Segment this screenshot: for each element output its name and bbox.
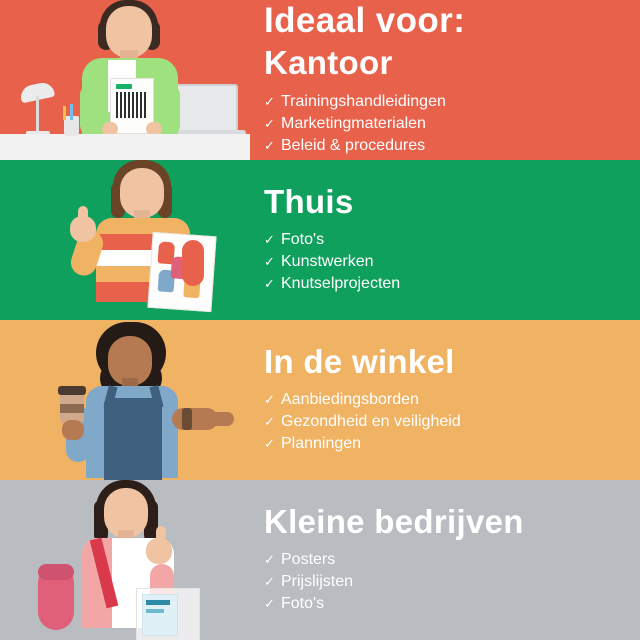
- list-item: [264, 571, 622, 593]
- band-shop-content: [250, 320, 640, 480]
- check-icon: ✓: [264, 137, 275, 153]
- list-item-label: Planningen: [281, 435, 362, 453]
- band-small-business: [0, 480, 640, 640]
- band-small-business-list: [264, 549, 622, 615]
- band-shop-list: [264, 389, 622, 455]
- small-business-illustration: [0, 480, 250, 640]
- page-title: Ideaal voor:: [264, 1, 466, 41]
- list-item: [264, 411, 622, 433]
- check-icon: ✓: [264, 596, 275, 612]
- check-icon: ✓: [264, 414, 275, 430]
- list-item: [264, 113, 622, 135]
- band-home: [0, 160, 640, 320]
- band-shop-image: [0, 320, 250, 480]
- office-illustration: [0, 0, 250, 160]
- list-item-label: Posters: [281, 551, 336, 569]
- band-home-list: [264, 229, 622, 295]
- arm-left-shape: [80, 84, 102, 136]
- check-icon: ✓: [264, 552, 275, 568]
- check-icon: ✓: [264, 392, 275, 408]
- pointing-hand-icon: [208, 412, 234, 426]
- list-item-label: Beleid & procedures: [281, 136, 426, 154]
- list-item-label: Foto's: [281, 231, 325, 249]
- list-item-label: Trainingshandleidingen: [281, 92, 446, 110]
- pen-icon: [70, 104, 73, 120]
- band-office-content: [250, 0, 640, 160]
- list-item-label: Gezondheid en veiligheid: [281, 413, 461, 431]
- band-shop: [0, 320, 640, 480]
- band-shop-title: In de winkel: [264, 342, 455, 380]
- check-icon: ✓: [264, 574, 275, 590]
- band-home-title: Thuis: [264, 182, 354, 220]
- list-item: [264, 273, 622, 295]
- band-home-content: [250, 160, 640, 320]
- list-item-label: Foto's: [281, 595, 325, 613]
- list-item: [264, 549, 622, 571]
- band-office-list: [264, 91, 622, 157]
- desk-surface: [0, 134, 250, 160]
- coffee-cup-sleeve: [60, 404, 84, 413]
- check-icon: ✓: [264, 254, 275, 270]
- check-icon: ✓: [264, 115, 275, 131]
- list-item-label: Kunstwerken: [281, 253, 374, 271]
- band-office: [0, 0, 640, 160]
- list-item: [264, 593, 622, 615]
- list-item: [264, 229, 622, 251]
- list-item: [264, 433, 622, 455]
- home-illustration: [0, 160, 250, 320]
- yoga-mat-top: [38, 564, 74, 580]
- band-small-business-content: [250, 480, 640, 640]
- check-icon: ✓: [264, 93, 275, 109]
- poster-text-line-2: [146, 609, 164, 613]
- desk-lamp-pole: [36, 96, 39, 132]
- apron-shape: [104, 398, 162, 480]
- page-logo-mark: [116, 84, 132, 89]
- check-icon: ✓: [264, 276, 275, 292]
- pencil-icon: [63, 106, 66, 120]
- wristwatch-icon: [182, 408, 192, 430]
- shop-illustration: [0, 320, 250, 480]
- band-home-image: [0, 160, 250, 320]
- thumb-icon: [156, 526, 166, 542]
- hand-holding-cup: [62, 420, 84, 440]
- list-item: [264, 251, 622, 273]
- list-item-label: Knutselprojecten: [281, 275, 401, 293]
- arm-right-shape: [182, 240, 204, 286]
- check-icon: ✓: [264, 232, 275, 248]
- band-small-business-image: [0, 480, 250, 640]
- barcode-icon: [116, 92, 146, 118]
- check-icon: ✓: [264, 436, 275, 452]
- list-item-label: Aanbiedingsborden: [281, 391, 419, 409]
- list-item-label: Marketingmaterialen: [281, 114, 426, 132]
- band-office-title: Kantoor: [264, 43, 393, 81]
- list-item: [264, 91, 622, 113]
- band-small-business-title: Kleine bedrijven: [264, 502, 524, 540]
- list-item: [264, 135, 622, 157]
- list-item-label: Prijslijsten: [281, 573, 354, 591]
- list-item: [264, 389, 622, 411]
- thumb-icon: [78, 206, 88, 222]
- coffee-cup-lid: [58, 386, 86, 395]
- poster-text-line: [146, 600, 170, 605]
- band-office-image: [0, 0, 250, 160]
